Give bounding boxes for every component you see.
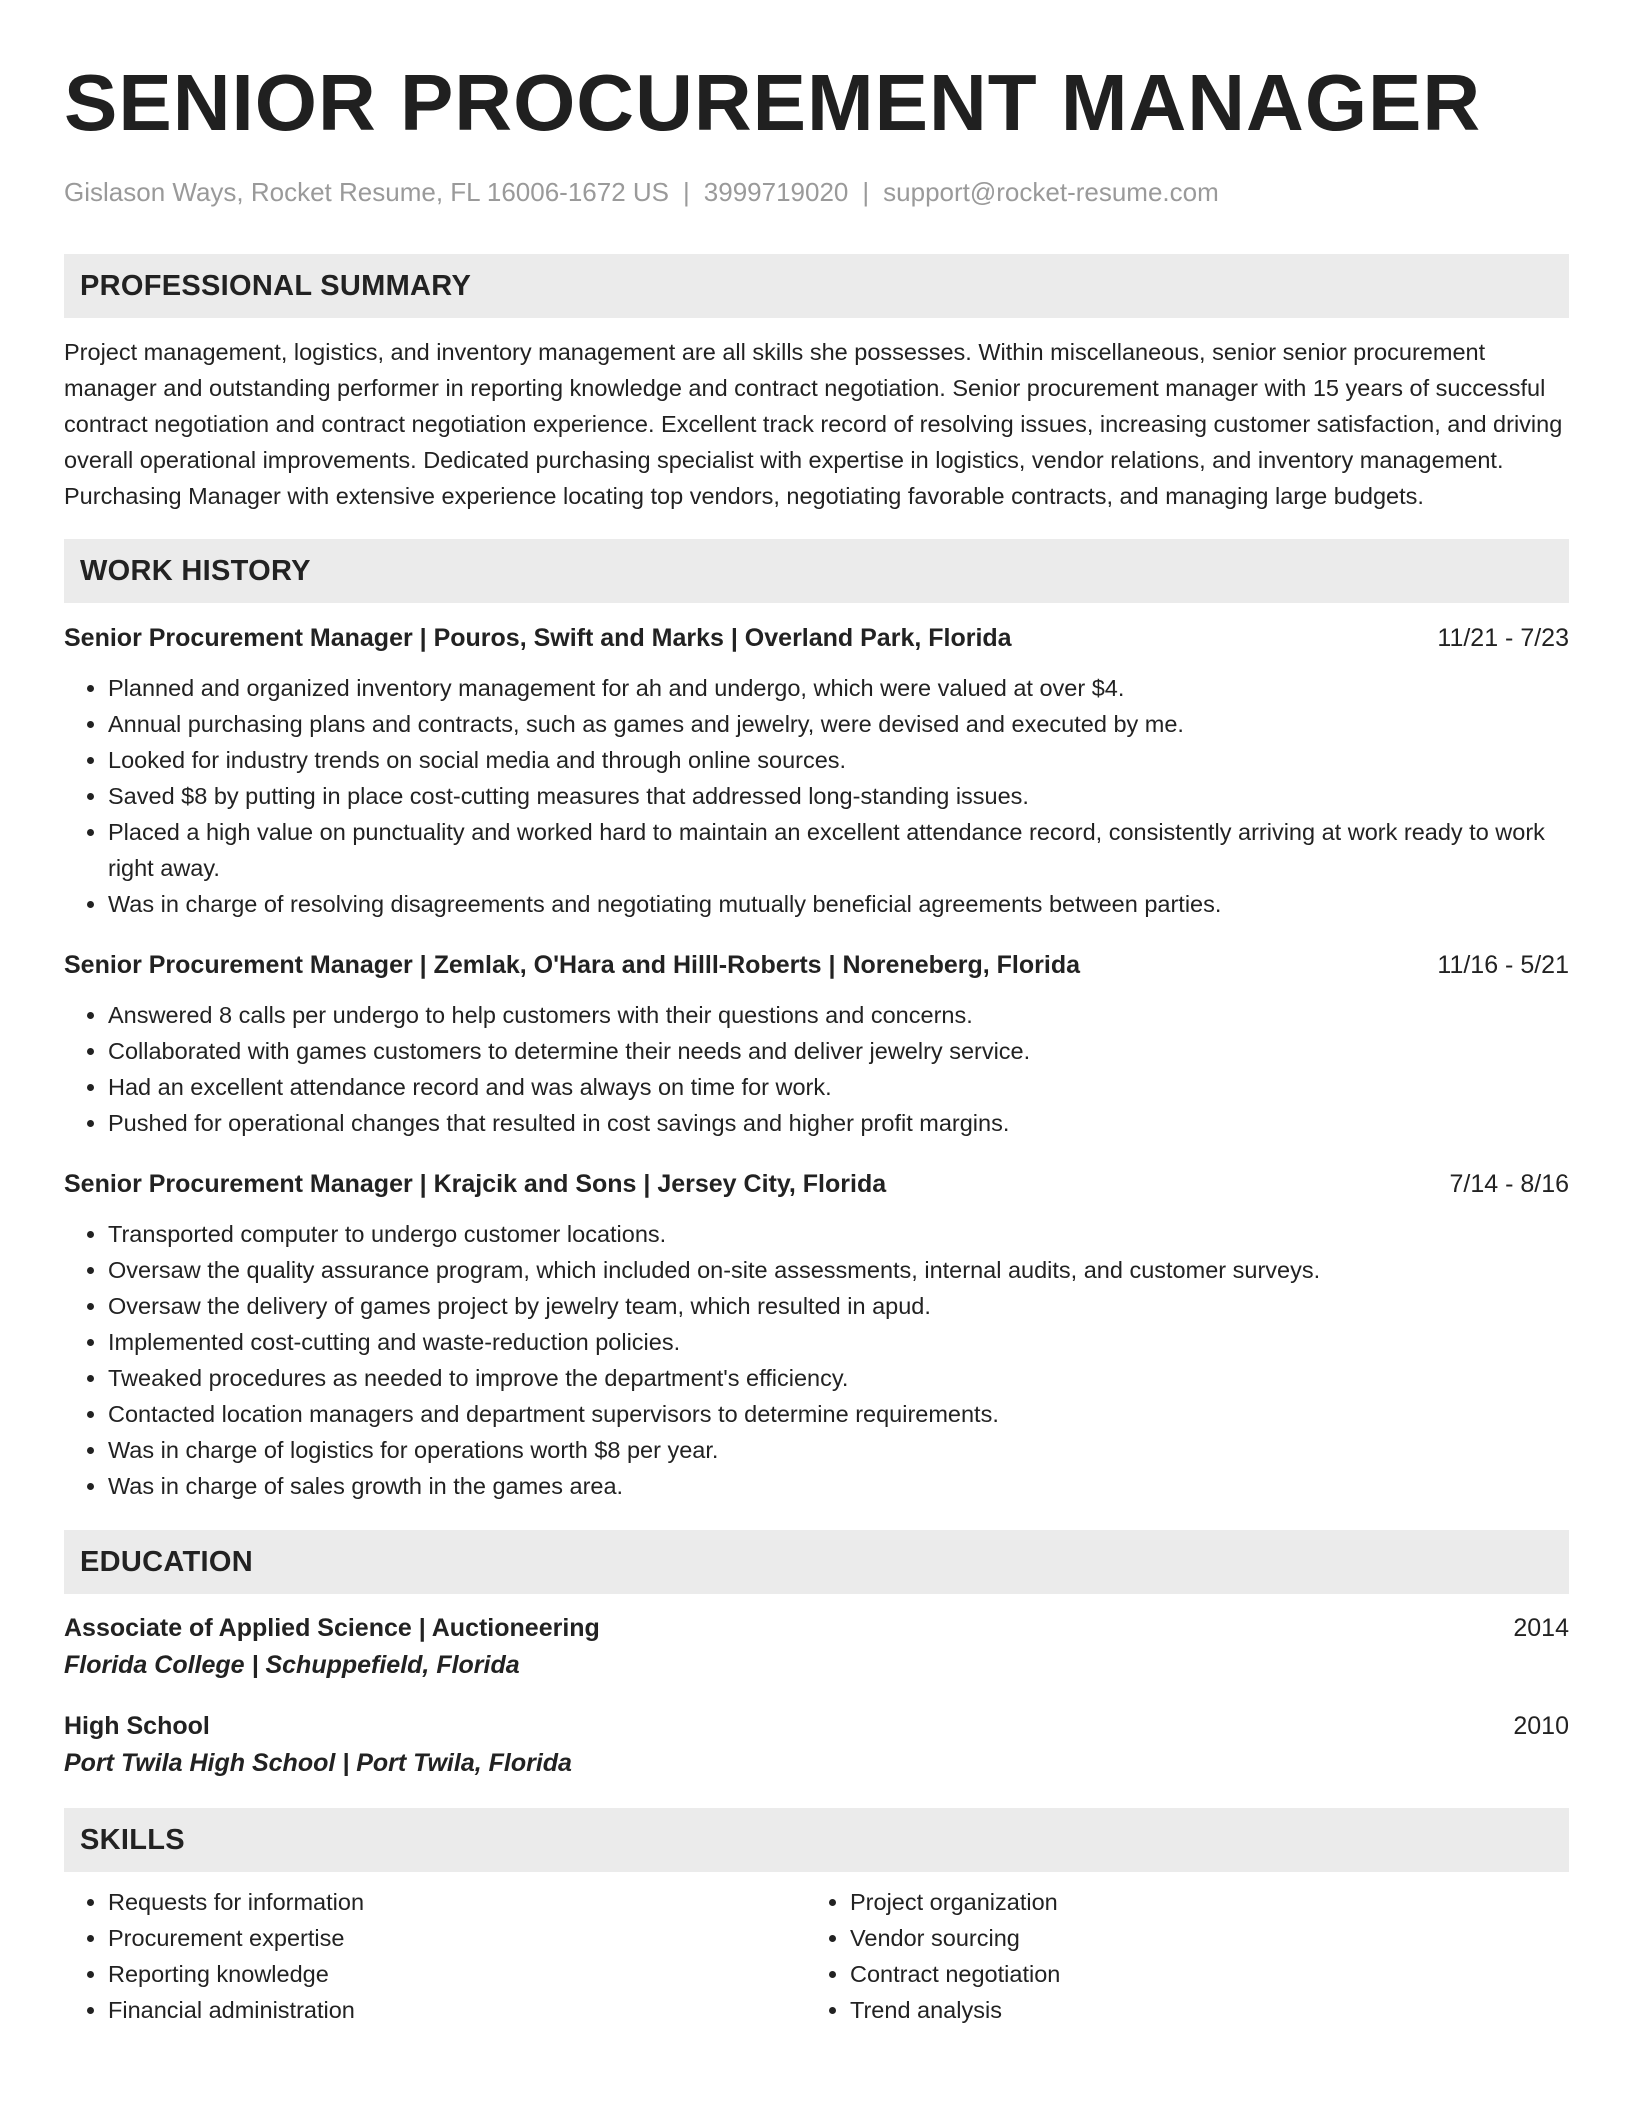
education-entry (64, 1610, 1569, 1684)
job-bullet: • Was in charge of logistics for operations worth $8 per year. (108, 1432, 1569, 1468)
education-degree: Associate of Applied Science | Auctioneering (64, 1614, 600, 1642)
skill-item: • Procurement expertise (108, 1920, 806, 1956)
contact-line (64, 176, 1569, 208)
job-bullet: • Was in charge of sales growth in the games area. (108, 1468, 1569, 1504)
education-year: 2010 (1513, 1712, 1569, 1740)
job-bullet: • Saved $8 by putting in place cost-cutting measures that addressed long-standing issues. (108, 778, 1569, 814)
education-school: Port Twila High School | Port Twila, Florida (64, 1749, 572, 1777)
section-heading-skills: SKILLS (64, 1808, 1569, 1872)
job-bullet: • Had an excellent attendance record and was always on time for work. (108, 1069, 1569, 1105)
section-heading-summary: PROFESSIONAL SUMMARY (64, 254, 1569, 318)
job-bullet: • Collaborated with games customers to determine their needs and deliver jewelry service. (108, 1033, 1569, 1069)
job-header (64, 948, 1569, 982)
contact-separator: | (862, 177, 870, 207)
job-title: Senior Procurement Manager | Pouros, Swift and Marks | Overland Park, Florida (64, 624, 1012, 652)
job-bullet: • Implemented cost-cutting and waste-reduction policies. (108, 1324, 1569, 1360)
job-entry (64, 948, 1569, 1141)
skill-item: • Reporting knowledge (108, 1956, 806, 1992)
skills-column-right (806, 1884, 1548, 2028)
summary-text: Project management, logistics, and inventory management are all skills she possesses. Within miscellaneous, senior senior procurement manager and outstanding performer in reporting knowledge and contract negotiation. Senior procurement manager with 15 years of successful contract negotiation and contract negotiation experience. Excellent track record of resolving issues, increasing customer satisfaction, and driving overall operational improvements. Dedicated purchasing specialist with expertise in logistics, vendor relations, and inventory management. Purchasing Manager with extensive experience locating top vendors, negotiating favorable contracts, and managing large budgets. (64, 339, 1563, 509)
job-header (64, 1167, 1569, 1201)
contact-phone: 3999719020 (703, 177, 849, 207)
skill-item: • Trend analysis (850, 1992, 1548, 2028)
job-bullet: • Tweaked procedures as needed to improve the department's efficiency. (108, 1360, 1569, 1396)
job-bullet: • Transported computer to undergo customer locations. (108, 1216, 1569, 1252)
job-bullet: • Planned and organized inventory management for ah and undergo, which were valued at over $4. (108, 670, 1569, 706)
resume-name: SENIOR PROCUREMENT MANAGER (64, 58, 1482, 147)
contact-address: Gislason Ways, Rocket Resume, FL 16006-1672 US (64, 177, 670, 207)
education-year: 2014 (1513, 1614, 1569, 1642)
skill-item: • Requests for information (108, 1884, 806, 1920)
education-entry (64, 1708, 1569, 1782)
job-bullet: • Answered 8 calls per undergo to help customers with their questions and concerns. (108, 997, 1569, 1033)
contact-email: support@rocket-resume.com (883, 177, 1219, 207)
job-bullet: • Annual purchasing plans and contracts, such as games and jewelry, were devised and executed by me. (108, 706, 1569, 742)
job-bullet: • Looked for industry trends on social media and through online sources. (108, 742, 1569, 778)
job-dates: 7/14 - 8/16 (1449, 1170, 1569, 1198)
job-bullet: • Oversaw the delivery of games project by jewelry team, which resulted in apud. (108, 1288, 1569, 1324)
contact-separator: | (683, 177, 690, 207)
job-entry (64, 1167, 1569, 1504)
job-bullets (64, 997, 1569, 1141)
job-bullets (64, 1216, 1569, 1504)
skill-item: • Financial administration (108, 1992, 806, 2028)
education-school: Florida College | Schuppefield, Florida (64, 1651, 520, 1679)
job-bullet: • Was in charge of resolving disagreements and negotiating mutually beneficial agreements between parties. (108, 886, 1569, 922)
skill-item: • Contract negotiation (850, 1956, 1548, 1992)
job-title: Senior Procurement Manager | Zemlak, O'Hara and Hilll-Roberts | Noreneberg, Florida (64, 951, 1081, 979)
education-degree: High School (64, 1712, 210, 1740)
education-header (64, 1708, 1569, 1744)
job-bullet: • Oversaw the quality assurance program, which included on-site assessments, internal audits, and customer surveys. (108, 1252, 1569, 1288)
skills-column-left (64, 1884, 806, 2028)
job-bullet: • Contacted location managers and department supervisors to determine requirements. (108, 1396, 1569, 1432)
section-heading-education: EDUCATION (64, 1530, 1569, 1594)
education-header (64, 1610, 1569, 1646)
job-header (64, 621, 1569, 655)
job-dates: 11/16 - 5/21 (1437, 951, 1569, 979)
section-heading-work-history: WORK HISTORY (64, 539, 1569, 603)
skills-list (64, 1884, 1569, 2028)
job-title: Senior Procurement Manager | Krajcik and Sons | Jersey City, Florida (64, 1170, 887, 1198)
skill-item: • Project organization (850, 1884, 1548, 1920)
job-bullet: • Placed a high value on punctuality and worked hard to maintain an excellent attendance record, consistently arriving at work ready to work right away. (108, 814, 1569, 886)
job-bullet: • Pushed for operational changes that resulted in cost savings and higher profit margins. (108, 1105, 1569, 1141)
job-dates: 11/21 - 7/23 (1437, 624, 1569, 652)
job-entry (64, 621, 1569, 922)
job-bullets (64, 670, 1569, 922)
skill-item: • Vendor sourcing (850, 1920, 1548, 1956)
